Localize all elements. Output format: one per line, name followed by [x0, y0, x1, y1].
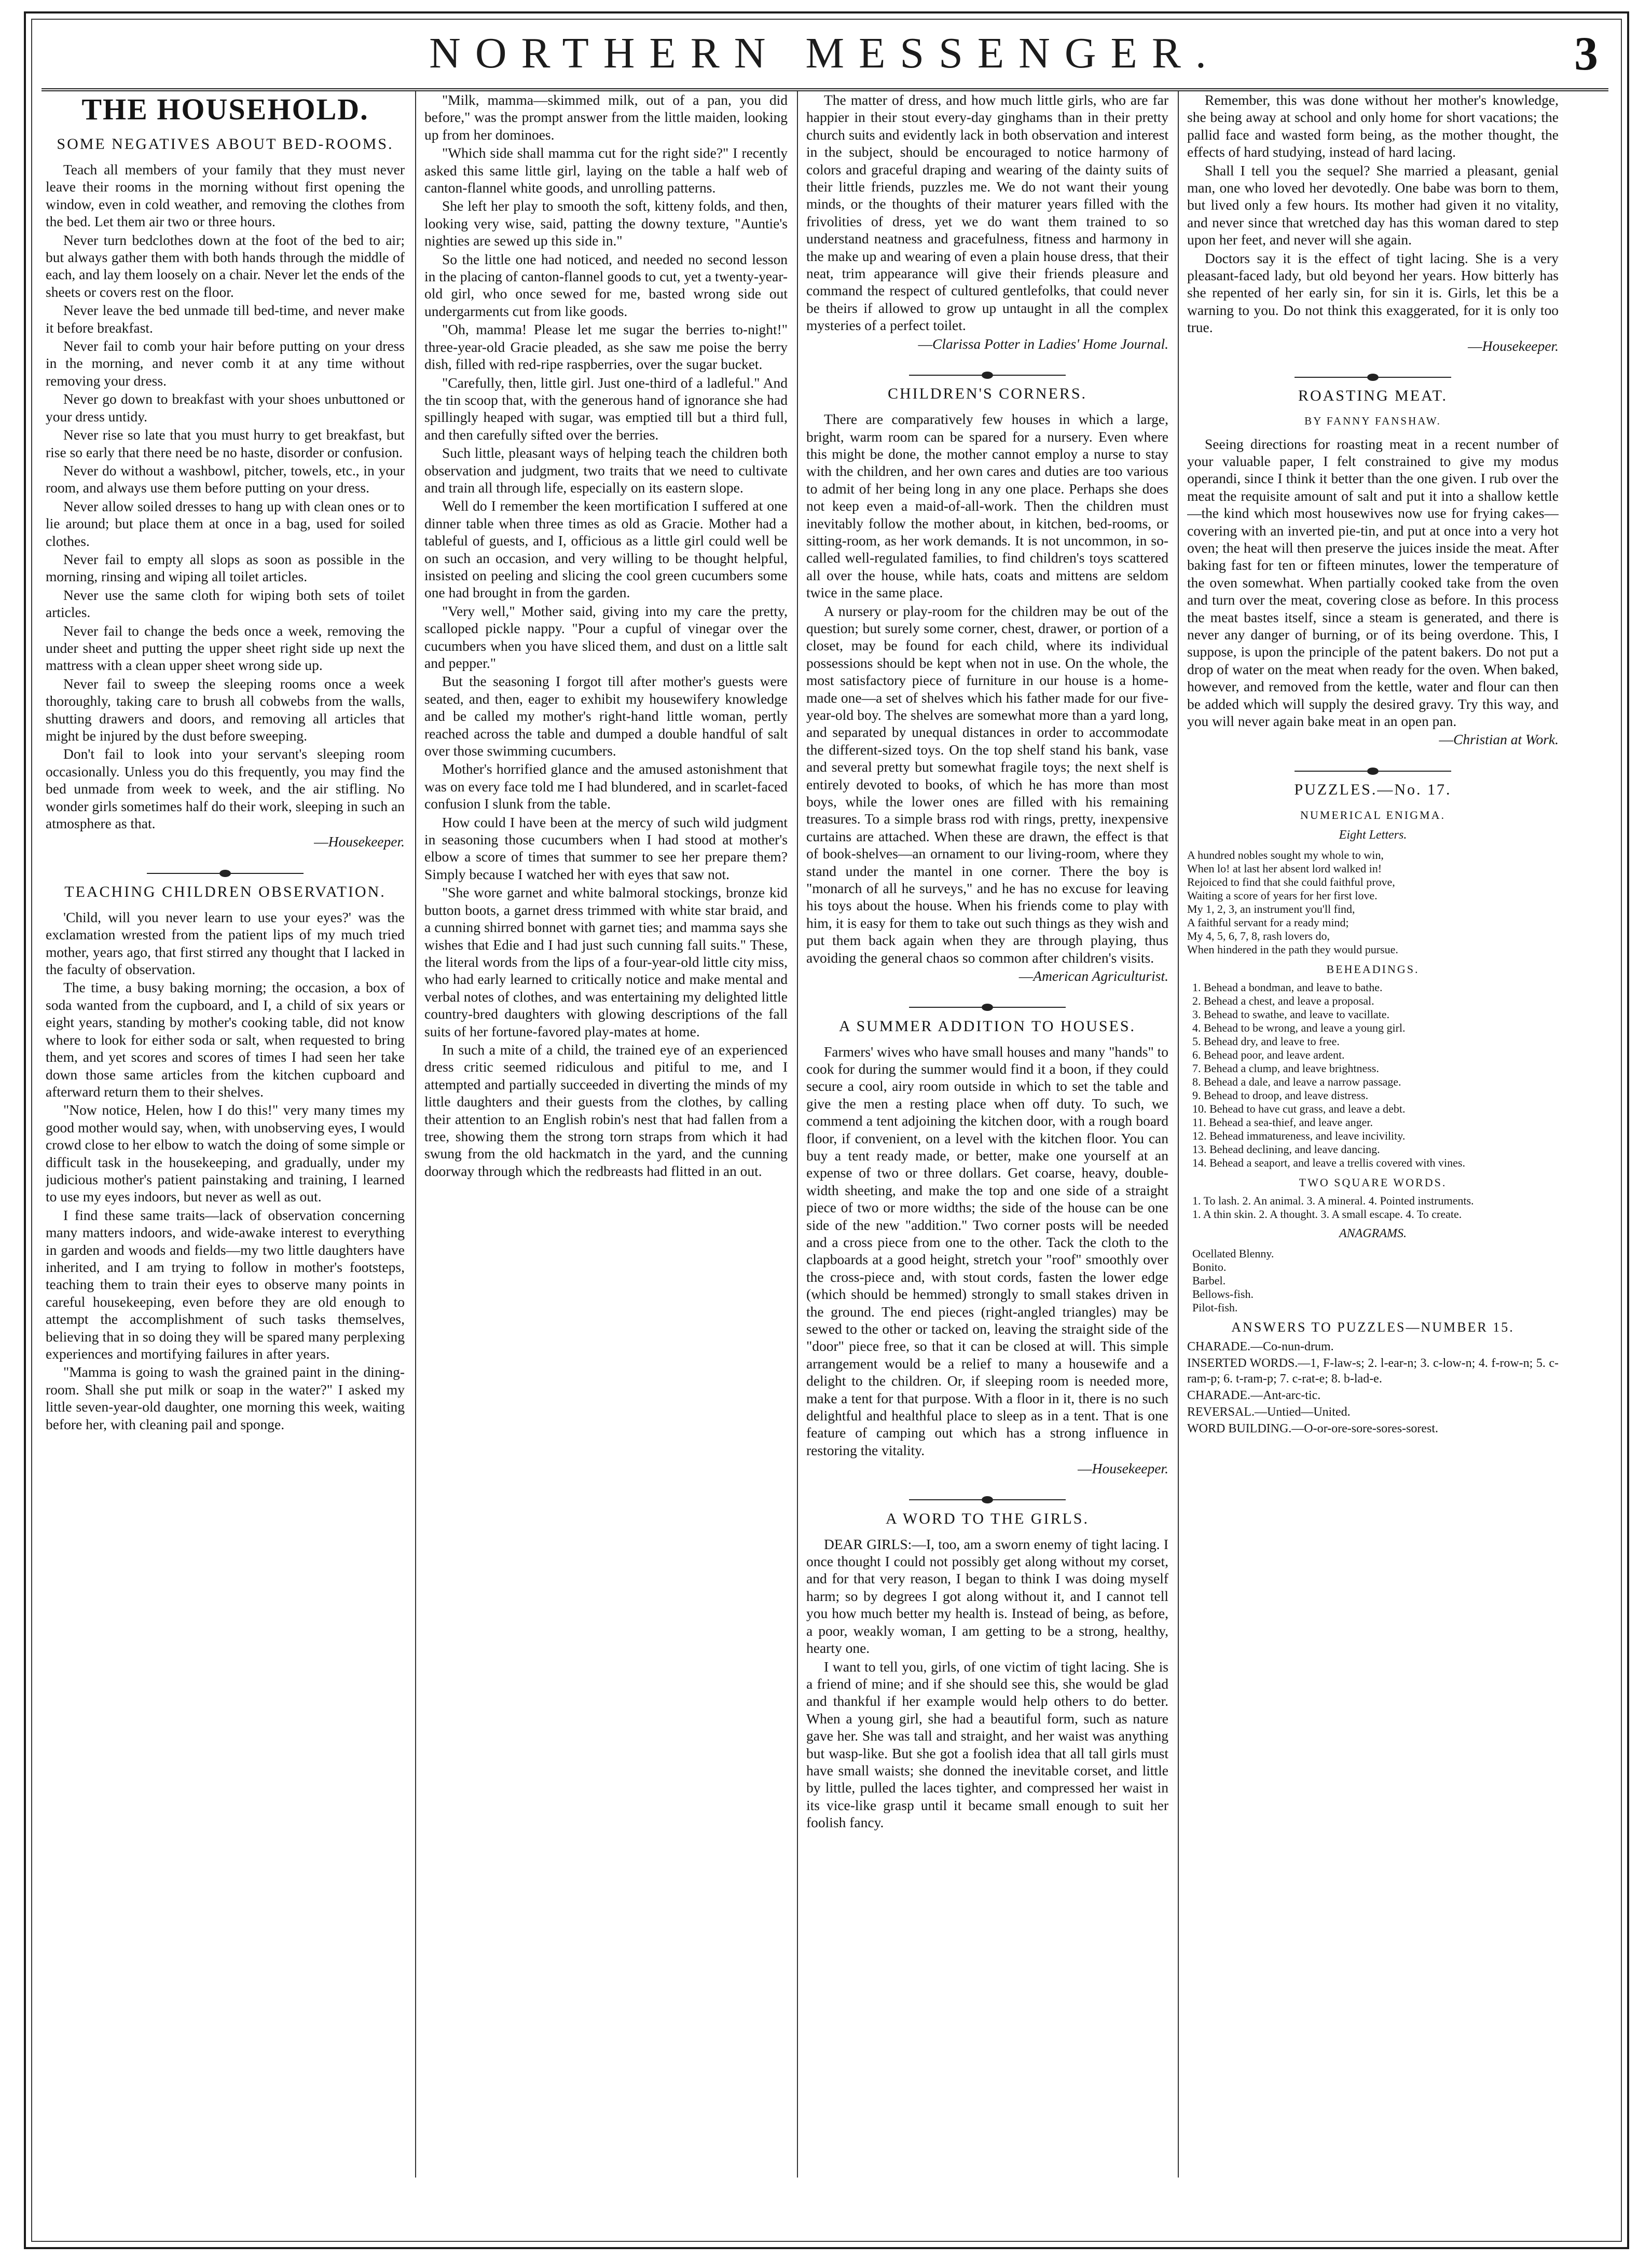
paragraph: Never use the same cloth for wiping both sets of toilet articles.: [46, 586, 405, 621]
paragraph: In such a mite of a child, the trained eye of an experienced dress critic seemed ridiculous and pitiful to me, and I attempted and partially succeeded in diverting the minds of my little daughters and their guests from the clothes, by calling their attention to an English robin's nest that had fallen from a tree, showing them the strong torn straps from which it had swung from the old hackmatch in the yard, and the cunning doorway through which the redbreasts had flitted in an out.: [424, 1041, 788, 1179]
divider: [806, 365, 1168, 372]
paragraph: Mother's horrified glance and the amused astonishment that was on every face told me I had blundered, and in scarlet-faced confusion I slunk from the table.: [424, 761, 788, 812]
verse-line: When hindered in the path they would pursue.: [1187, 942, 1398, 956]
beheading-item: 14. Behead a seaport, and leave a trellis covered with vines.: [1192, 1156, 1465, 1170]
answer-item: CHARADE.—Ant-arc-tic.: [1187, 1389, 1321, 1403]
square-words-list: [1192, 1194, 1559, 1221]
paragraph: "Oh, mamma! Please let me sugar the berries to-night!" three-year-old Gracie pleaded, as she saw me poise the berry dish, filled with red-ripe raspberries, over the sugar bucket.: [424, 321, 788, 373]
paragraph: Never fail to change the beds once a week, removing the under sheet and putting the upper sheet right side up next the mattress with a clean upper sheet wrong side up.: [46, 622, 405, 674]
enigma-subtitle: Eight Letters.: [1339, 828, 1407, 842]
anagrams-title: ANAGRAMS.: [1339, 1227, 1407, 1241]
paragraph: Never go down to breakfast with your shoes unbuttoned or your dress untidy.: [46, 391, 405, 425]
paragraph: How could I have been at the mercy of such wild judgment in seasoning those cucumbers when I had stood at mother's elbow a score of times that summer to see her prepare them? Simply because I watched her with eyes that saw not.: [424, 814, 788, 882]
beheading-item: 13. Behead declining, and leave dancing.: [1192, 1143, 1380, 1156]
beheading-item: 8. Behead a dale, and leave a narrow passage.: [1192, 1075, 1401, 1089]
article-credit: —Housekeeper.: [1468, 337, 1559, 354]
square-words-title: TWO SQUARE WORDS.: [1299, 1176, 1447, 1189]
article-credit: —Clarissa Potter in Ladies' Home Journal.: [918, 335, 1168, 352]
article-body-roasting-meat: [1187, 435, 1559, 730]
page-number: 3: [1574, 27, 1598, 80]
article-title-summer-addition: A SUMMER ADDITION TO HOUSES.: [838, 1017, 1136, 1035]
article-credit: —Christian at Work.: [1439, 731, 1559, 748]
paragraph: Such little, pleasant ways of helping teach the children both observation and judgment, two traits that we need to cultivate and train all through life, especially on its eastern slope.: [424, 445, 788, 496]
paragraph: "Which side shall mamma cut for the right side?" I recently asked this same little girl, laying on the table a half web of canton-flannel white goods, and unrolling patterns.: [424, 145, 788, 196]
article-title-childrens-corners: CHILDREN'S CORNERS.: [887, 385, 1087, 403]
paragraph: Never fail to empty all slops as soon as possible in the morning, rinsing and wiping all toilet articles.: [46, 551, 405, 585]
beheadings-list: [1192, 981, 1559, 1170]
paragraph: Remember, this was done without her mother's knowledge, she being away at school and only home for short vacations; the pallid face and wasted form being, as the mother thought, the effects of hard studying, instead of hard lacing.: [1187, 92, 1559, 160]
column-4: [1187, 91, 1559, 2178]
verse-line: A faithful servant for a ready mind;: [1187, 915, 1349, 929]
anagram-item: Bellows-fish.: [1192, 1287, 1254, 1300]
article-body-observation-end: [806, 91, 1168, 334]
answers-list: [1187, 1339, 1559, 1436]
column-rule: [415, 91, 416, 2178]
divider: [806, 997, 1168, 1005]
article-credit: —Housekeeper.: [1078, 1460, 1168, 1477]
beheading-item: 1. Behead a bondman, and leave to bathe.: [1192, 981, 1383, 994]
paragraph: She left her play to smooth the soft, kitteny folds, and then, looking very wise, said, patting the downy texture, "Auntie's nighties are sewed up this side in.": [424, 198, 788, 249]
verse-line: My 4, 5, 6, 7, 8, rash lovers do,: [1187, 929, 1330, 942]
paragraph: "Now notice, Helen, how I do this!" very many times my good mother would say, when, with unobserving eyes, I would crowd close to her elbow to watch the doing of some simple or difficult task in the housekeeping, and gradually, under my judicious mother's patient painstaking and training, I learned to use my eyes indoors, but never as well as out.: [46, 1102, 405, 1205]
beheading-item: 11. Behead a sea-thief, and leave anger.: [1192, 1116, 1373, 1129]
paragraph: I find these same traits—lack of observation concerning many matters indoors, and wide-awake interest to everything in garden and woods and fields—my two little daughters have inherited, and I am trying to follow in mother's footsteps, teaching them to train their eyes to observe many points in careful housekeeping, even before they are old enough to attempt the accomplishment of such tasks themselves, believing that in so doing they will be spared many perplexing experiences and mortifying failures in after years.: [46, 1207, 405, 1362]
beheading-item: 4. Behead to be wrong, and leave a young girl.: [1192, 1021, 1406, 1035]
article-body-word-to-girls-continued: [1187, 91, 1559, 336]
paragraph: "Carefully, then, little girl. Just one-third of a ladleful." And the tin scoop that, with the generous hand of ignorance she had spillingly heaped with sugar, was emptied till but a third full, and then carefully sifted over the berries.: [424, 374, 788, 443]
article-credit: —American Agriculturist.: [1018, 968, 1168, 984]
paragraph: Farmers' wives who have small houses and many "hands" to cook for during the summer would find it a boon, if they could secure a cool, airy room outside in which to set the table and give the men a resting place when off duty. To such, we commend a tent adjoining the kitchen door, with a rough board floor, if convenient, on a level with the kitchen floor. You can buy a tent ready made, or better, make one yourself at an expense of two or three dollars. Get coarse, heavy, double-width sheeting, and make the top and one side of a straight piece of two or more widths; the side of the house can be one side of the new "addition." Two corner posts will be needed and a cross piece from one to the other. Tack the cloth to the clapboards at a good height, stretch your "roof" smoothly over the cross-piece and, with stout cords, fasten the lower edge (which should be hemmed) strongly to small stakes driven in the ground. The end pieces (right-angled triangles) may be sewed to the other or tacked on, leaving the straight side of the "door" piece free, so that it can be closed at will. This simple arrangement would be a relief to many a housewife and a delight to the children. Or, if sleeping room is needed more, make a tent for that purpose. With a floor in it, there is no such delightful and healthful place to sleep as in a tent. That is one feature of camping out which has a strong influence in restoring the vitality.: [806, 1043, 1168, 1458]
article-byline: BY FANNY FANSHAW.: [1304, 415, 1441, 428]
paragraph: But the seasoning I forgot till after mother's guests were seated, and then, eager to exhibit my housewifery knowledge and be called my mother's right-hand little woman, pertly reached across the table and dumped a double handful of salt over those swimming cucumbers.: [424, 673, 788, 759]
paragraph: 'Child, will you never learn to use your eyes?' was the exclamation wrested from the patient lips of my much tried mother, years ago, that first stirred any thought that I lacked in the faculty of observation.: [46, 909, 405, 978]
paragraph: A nursery or play-room for the children may be out of the question; but surely some corner, chest, drawer, or portion of a closet, may be found for each child, where its individual possessions should be kept when not in use. On the whole, the most satisfactory piece of furniture in our house is a home-made one—a set of shelves which his father made for our five-year-old boy. The shelves are somewhat more than a yard long, and separated by unequal distances in order to accommodate the different-sized toys. On the top shelf stand his bank, vase and several pretty but somewhat fragile toys; the next shelf is entirely devoted to books, of which he has more than most boys, while the lower ones are filled with his remaining treasures. To a simple brass rod with rings, pretty, inexpensive curtains are attached. When these are drawn, the effect is that of book-shelves—an ornament to our living-room, where they stand under the mantel in one corner. There the boy is "monarch of all he surveys," and he has no excuse for leaving his toys about the house. When his friends come to play with him, it is easy for them to take out such things as they wish and put them back again when they are through playing, thus avoiding the general chaos so common after children's visits.: [806, 603, 1168, 966]
verse-line: Waiting a score of years for her first love.: [1187, 888, 1378, 902]
article-body-childrens-corners: [806, 410, 1168, 966]
paragraph: "She wore garnet and white balmoral stockings, bronze kid button boots, a garnet dress trimmed with white star braid, and a cunning shirred bonnet with garnet ties; and mamma says she wishes that Edie and I had just such cunning fall suits." These, the literal words from the lips of a four-year-old little city miss, who had early learned to critically notice and make mental and verbal notes of clothes, and was entertaining my delighted little country-bred daughters with glowing descriptions of the fall suits of her fortune-favored play-mates at home.: [424, 884, 788, 1039]
square-word-item: 1. A thin skin. 2. A thought. 3. A small escape. 4. To create.: [1192, 1208, 1462, 1221]
article-body-summer-addition: [806, 1043, 1168, 1459]
enigma-verse: [1187, 848, 1559, 956]
enigma-title: NUMERICAL ENIGMA.: [1300, 808, 1446, 822]
paragraph: Well do I remember the keen mortification I suffered at one dinner table when three times as old as Gracie. Mother had a tableful of guests, and I, officious as a little girl could well be on such an occasion, and very willing to be thought helpful, insisted on peeling and slicing the cool green cucumbers some one had brought in from the garden.: [424, 498, 788, 601]
paragraph: Don't fail to look into your servant's sleeping room occasionally. Unless you do this frequently, you may find the bed unmade from week to week, and the air stifling. No wonder girls sometimes half do their work, sleeping in such an atmosphere as that.: [46, 746, 405, 832]
column-rule: [1178, 91, 1179, 2178]
article-title-roasting-meat: ROASTING MEAT.: [1298, 387, 1448, 405]
paragraph: The time, a busy baking morning; the occasion, a box of soda wanted from the cupboard, and I, a child of six years or eight years, standing by mother's cooking table, did not know where to look for either soda or salt, when requested to bring them, and yet scores and scores of times I had seen her take down those same articles from the kitchen cupboard and afterward return them to their shelves.: [46, 979, 405, 1100]
divider: [1187, 367, 1559, 374]
paragraph: Never leave the bed unmade till bed-time, and never make it before breakfast.: [46, 302, 405, 336]
paragraph: So the little one had noticed, and needed no second lesson in the placing of canton-flannel goods to cut, yet a twenty-year-old girl, who once sewed for me, basted wrong side out undergarments cut from like goods.: [424, 251, 788, 319]
paragraph: Shall I tell you the sequel? She married a pleasant, genial man, one who loved her devotedly. One babe was born to them, but lived only a few hours. Its mother had given it no vitality, and never since that wretched day has this woman dared to step upon her feet, and never will she again.: [1187, 162, 1559, 248]
anagram-item: Ocellated Blenny.: [1192, 1247, 1274, 1260]
article-title-bedrooms: SOME NEGATIVES ABOUT BED-ROOMS.: [57, 135, 394, 153]
paragraph: Never allow soiled dresses to hang up with clean ones or to lie around; but place them at once in a bag, used for soiled clothes.: [46, 498, 405, 549]
anagram-item: Barbel.: [1192, 1274, 1226, 1287]
beheadings-title: BEHEADINGS.: [1326, 962, 1420, 976]
paragraph: "Milk, mamma—skimmed milk, out of a pan, you did before," was the prompt answer from the little maiden, looking up from her dominoes.: [424, 92, 788, 143]
beheading-item: 9. Behead to droop, and leave distress.: [1192, 1089, 1369, 1102]
paragraph: Teach all members of your family that they must never leave their rooms in the morning without first opening the window, even in cold weather, and removing the clothes from the bed. Let them air two or three hours.: [46, 161, 405, 230]
beheading-item: 6. Behead poor, and leave ardent.: [1192, 1048, 1345, 1062]
paragraph: The matter of dress, and how much little girls, who are far happier in their stout every-day ginghams than in their pretty church suits and evidently lack in both observation and interest in the subject, should be encouraged to notice harmony of colors and graceful draping and wearing of the dainty suits of their little friends, puzzles me. We do not want their young minds, or the thoughts of their maturer years filled with the frivolities of dress, yet we do want them trained to so understand neatness and gracefulness, fitness and harmony in the make up and wearing of even a plain house dress, that their neat, trim appearance will give their friends pleasure and command the respect of cultured gentlefolks, that could never be theirs if allowed to grow up untaught in all the complex mysteries of a perfect toilet.: [806, 92, 1168, 334]
newspaper-title: NORTHERN MESSENGER.: [429, 29, 1221, 77]
column-2: [424, 91, 788, 2178]
paragraph: DEAR GIRLS:—I, too, am a sworn enemy of tight lacing. I once thought I could not possibly get along without my corset, and for that very reason, I began to think I was doing myself harm; so by degrees I got along without it, and I cannot tell you how much better my health is. Instead of being, as before, a poor, weakly woman, I am getting to be a strong, healthy, hearty one.: [806, 1536, 1168, 1656]
answer-item: CHARADE.—Co-nun-drum.: [1187, 1340, 1334, 1354]
answer-item: REVERSAL.—Untied—United.: [1187, 1405, 1351, 1419]
verse-line: My 1, 2, 3, an instrument you'll find,: [1187, 902, 1355, 915]
article-body-observation: [46, 909, 405, 1433]
paragraph: I want to tell you, girls, of one victim of tight lacing. She is a friend of mine; and if she should see this, she would be glad and thankful if her example would help others to do better. When a young girl, she had a beautiful form, such as nature gave her. She was tall and straight, and her waist was anything but wasp-like. But she got a foolish idea that all tall girls must have small waists; she donned the inevitable corset, and little by little, pulled the laces tighter, and compressed her waist in its vice-like grasp until it became small enough to suit her foolish fancy.: [806, 1658, 1168, 1831]
paragraph: Never fail to comb your hair before putting on your dress in the morning, and never comb it at any time without removing your dress.: [46, 338, 405, 389]
paragraph: "Very well," Mother said, giving into my care the pretty, scalloped pickle nappy. "Pour a cupful of vinegar over the cucumbers when you have sliced them, and dust on a little salt and pepper.": [424, 603, 788, 671]
section-heading: THE HOUSEHOLD.: [81, 92, 369, 126]
paragraph: There are comparatively few houses in which a large, bright, warm room can be spared for a nursery. Even where this might be done, the mother cannot employ a nurse to stay with the children, and her own cares and duties are too various to admit of her being long in any one place. Perhaps she does not keep even a maid-of-all-work. Then the children must inevitably follow the mother about, in kitchen, bed-rooms, or sitting-room, as her work demands. It is not uncommon, in so-called well-regulated families, to find children's toys scattered all over the house, while hats, coats and mittens are seldom twice in the same place.: [806, 411, 1168, 601]
paragraph: Never do without a washbowl, pitcher, towels, etc., in your room, and always use them before putting on your dress.: [46, 462, 405, 496]
anagrams-list: [1192, 1247, 1559, 1315]
square-word-item: 1. To lash. 2. An animal. 3. A mineral. 4. Pointed instruments.: [1192, 1194, 1474, 1208]
column-1: [46, 91, 405, 2178]
column-rule: [797, 91, 798, 2178]
verse-line: Rejoiced to find that she could faithful prove,: [1187, 875, 1395, 888]
divider: [1187, 761, 1559, 768]
article-title-word-to-girls: A WORD TO THE GIRLS.: [886, 1510, 1089, 1527]
answers-title: ANSWERS TO PUZZLES—NUMBER 15.: [1231, 1319, 1515, 1335]
paragraph: Seeing directions for roasting meat in a recent number of your valuable paper, I felt constrained to give my modus operandi, since I think it better than the one given. I rub over the meat the requisite amount of salt and put it into a shallow kettle—the kind which most housewives now use for frying cakes—covering with an inverted pie-tin, and put at once into a very hot oven; the heat will then preserve the juices inside the meat. After baking fast for ten or fifteen minutes, lower the temperature of the oven somewhat. When partially cooked take from the oven and turn over the meat, covering close as before. In this process the meat bastes itself, since a steam is generated, and there is never any danger of burning, or of its being overdone. This, I suppose, is upon the principle of the patent bakers. Do not put a drop of water on the meat when ready for the oven. When baked, however, and removed from the kettle, water and flour can then be added which will supply the desired gravy. Try this way, and you will never again bake meat in an open pan.: [1187, 435, 1559, 729]
verse-line: A hundred nobles sought my whole to win,: [1187, 848, 1384, 861]
puzzles-title: PUZZLES.—No. 17.: [1294, 781, 1452, 798]
anagram-item: Pilot-fish.: [1192, 1300, 1238, 1314]
article-title-observation: TEACHING CHILDREN OBSERVATION.: [64, 883, 386, 900]
beheading-item: 12. Behead immatureness, and leave incivility.: [1192, 1129, 1406, 1143]
paragraph: "Mamma is going to wash the grained paint in the dining-room. Shall she put milk or soap in the water?" I asked my little seven-year-old daughter, one morning this week, waiting before her, with cleaning pail and sponge.: [46, 1364, 405, 1432]
paragraph: Doctors say it is the effect of tight lacing. She is a very pleasant-faced lady, but old beyond her years. How bitterly has she repented of her early sin, for sin it is. Girls, let this be a warning to you. Do not think this exaggerated, for it is only too true.: [1187, 250, 1559, 336]
beheading-item: 3. Behead to swathe, and leave to vacillate.: [1192, 1008, 1389, 1021]
column-3: [806, 91, 1168, 2178]
beheading-item: 2. Behead a chest, and leave a proposal.: [1192, 994, 1374, 1008]
answer-item: INSERTED WORDS.—1, F-law-s; 2. l-ear-n; 3. c-low-n; 4. f-row-n; 5. c-ram-p; 6. t-ram-p; 7. c-rat-e; 8. b-lad-e.: [1187, 1357, 1559, 1386]
paragraph: Never turn bedclothes down at the foot of the bed to air; but always gather them with both hands through the middle of each, and lay them loosely on a chair. Never let the ends of the sheets or covers rest on the floor.: [46, 231, 405, 300]
divider: [806, 1490, 1168, 1497]
answer-item: WORD BUILDING.—O-or-ore-sore-sores-sorest.: [1187, 1422, 1439, 1436]
article-body-word-to-girls: [806, 1536, 1168, 1831]
paragraph: Never fail to sweep the sleeping rooms once a week thoroughly, taking care to brush all cobwebs from the walls, shutting drawers and doors, and removing all articles that might be injured by the dust before sweeping.: [46, 675, 405, 744]
beheading-item: 5. Behead dry, and leave to free.: [1192, 1035, 1340, 1048]
anagram-item: Bonito.: [1192, 1260, 1227, 1274]
beheading-item: 7. Behead a clump, and leave brightness.: [1192, 1062, 1379, 1075]
article-body-observation-continued: [424, 91, 788, 1180]
divider: [46, 863, 405, 870]
beheading-item: 10. Behead to have cut grass, and leave a debt.: [1192, 1102, 1406, 1116]
paragraph: Never rise so late that you must hurry to get breakfast, but rise so early that there need be no haste, disorder or confusion.: [46, 427, 405, 460]
article-credit: —Housekeeper.: [314, 833, 405, 850]
verse-line: When lo! at last her absent lord walked in!: [1187, 861, 1382, 875]
article-body-bedrooms: [46, 161, 405, 832]
masthead: [31, 19, 1619, 81]
